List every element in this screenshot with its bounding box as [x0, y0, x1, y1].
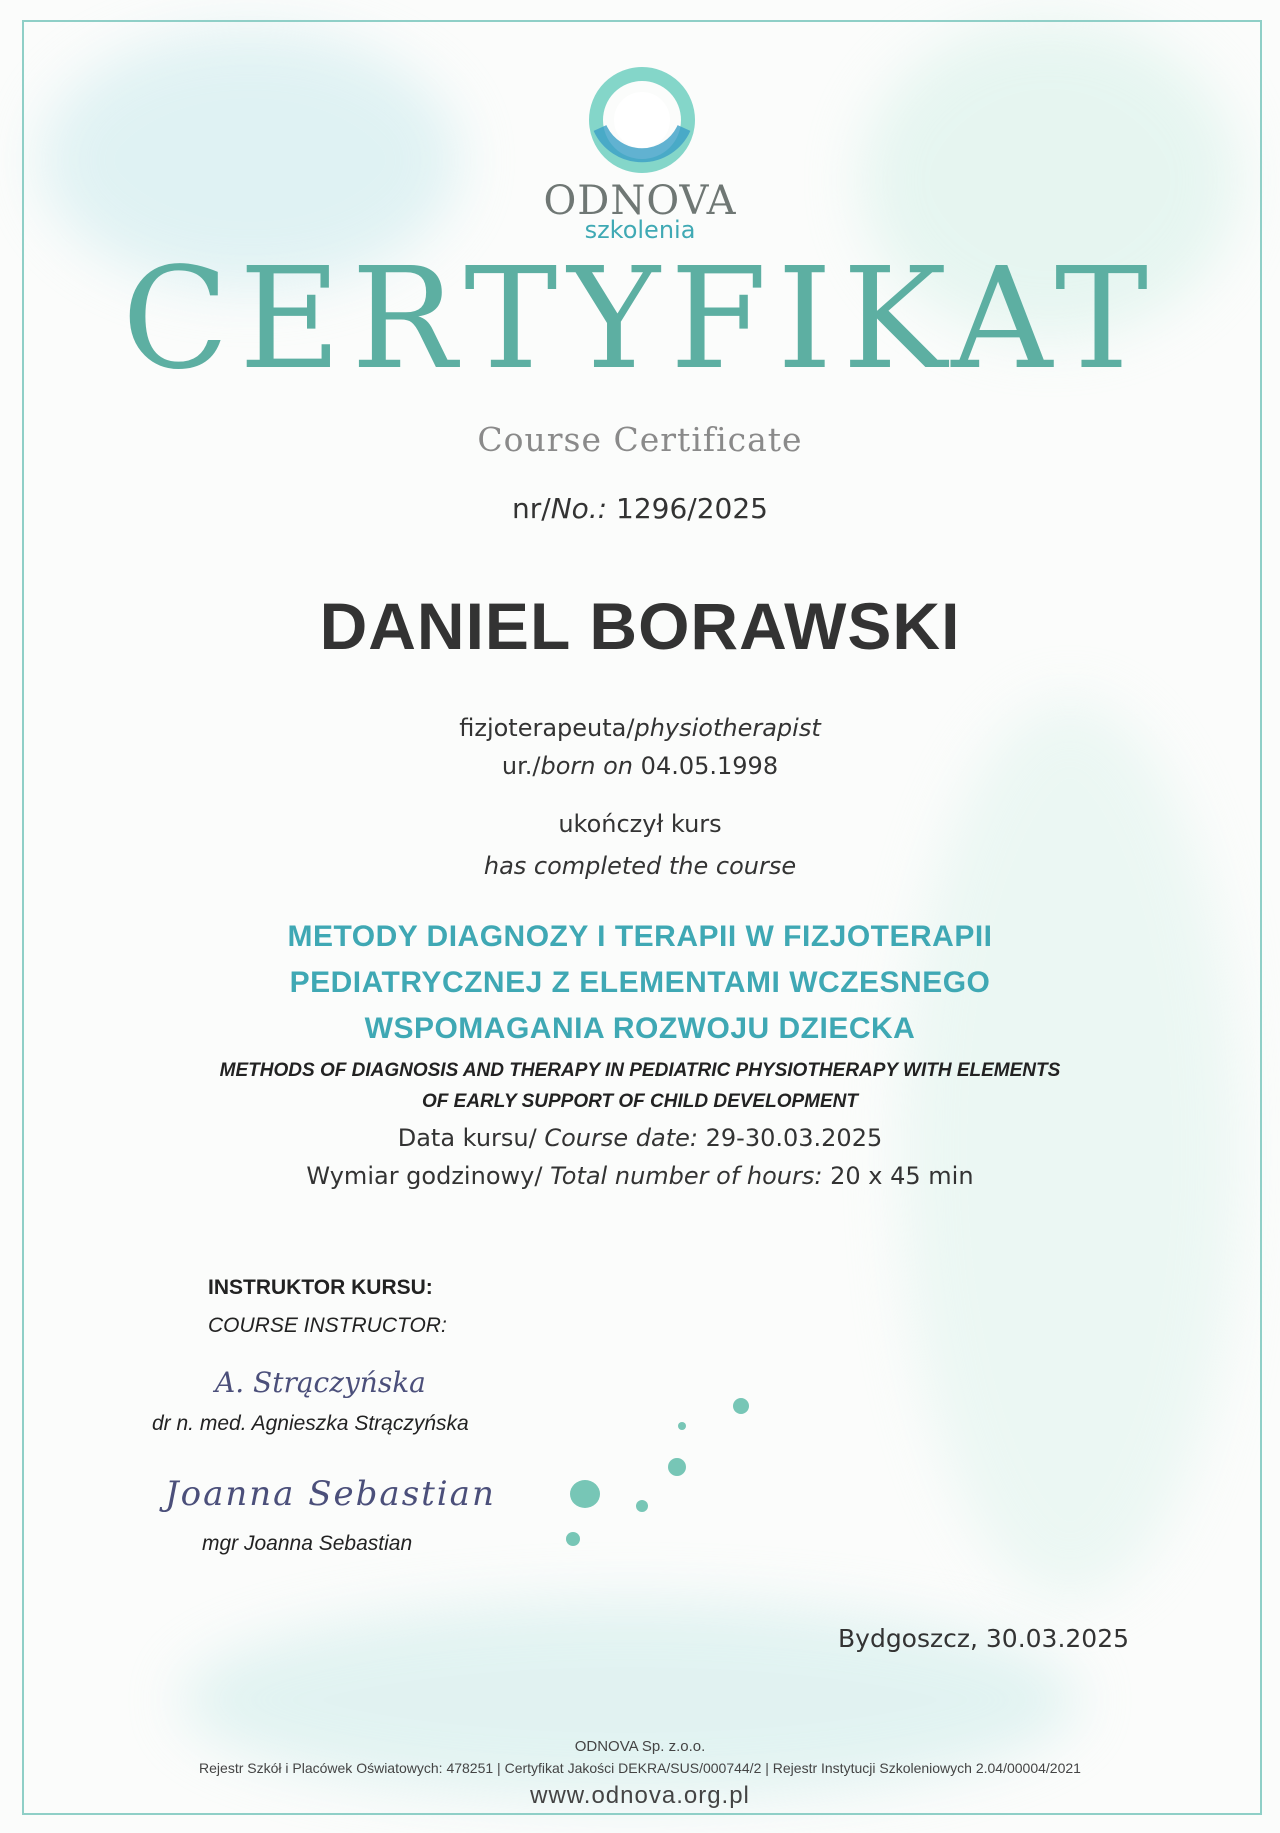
- decor-dot: [570, 1480, 600, 1508]
- decor-dot: [566, 1532, 580, 1546]
- recipient-name: DANIEL BORAWSKI: [319, 589, 961, 663]
- course-hours-label-en: Total number of hours:: [550, 1162, 823, 1190]
- instructor-label-en: COURSE INSTRUCTOR:: [208, 1314, 447, 1337]
- footer-registry: Rejestr Szkół i Placówek Oświatowych: 478251 | Certyfikat Jakości DEKRA/SUS/000744/2 | Rejestr Instytucji Szkoleniowych 2.04/00004/2021: [199, 1760, 1081, 1776]
- born-label-pl: ur./: [501, 752, 541, 780]
- number-value: 1296/2025: [616, 492, 768, 525]
- recipient-born: [0, 752, 1280, 780]
- decor-dot: [678, 1422, 686, 1430]
- course-hours-value: 20 x 45 min: [830, 1162, 974, 1190]
- course-title-pl-line-3: WSPOMAGANIA ROZWOJU DZIECKA: [364, 1012, 916, 1045]
- certificate-subtitle: Course Certificate: [477, 420, 803, 459]
- brand-name: ODNOVA: [543, 178, 737, 224]
- course-date: [0, 1124, 1280, 1152]
- recipient-profession: [0, 714, 1280, 742]
- brand-subtitle: szkolenia: [584, 216, 696, 244]
- signature-2: Joanna Sebastian: [165, 1474, 496, 1514]
- instructor-label-pl: INSTRUKTOR KURSU:: [208, 1276, 433, 1299]
- course-date-label-en: Course date:: [544, 1124, 698, 1152]
- number-label-en: No.:: [550, 492, 608, 525]
- course-title-pl-line-1: METODY DIAGNOZY I TERAPII W FIZJOTERAPII: [287, 920, 993, 953]
- profession-pl: fizjoterapeuta/: [459, 714, 635, 742]
- course-title-en-line-1: METHODS OF DIAGNOSIS AND THERAPY IN PEDIATRIC PHYSIOTHERAPY WITH ELEMENTS: [219, 1060, 1061, 1081]
- place-and-date: Bydgoszcz, 30.03.2025: [838, 1624, 1130, 1653]
- course-hours: [0, 1162, 1280, 1190]
- footer-company: ODNOVA Sp. z.o.o.: [574, 1738, 706, 1755]
- course-date-label-pl: Data kursu/: [397, 1124, 537, 1152]
- course-date-value: 29-30.03.2025: [705, 1124, 883, 1152]
- decor-dot: [668, 1458, 686, 1476]
- certificate-title: CERTYFIKAT: [121, 238, 1159, 401]
- course-title-en-line-2: OF EARLY SUPPORT OF CHILD DEVELOPMENT: [422, 1091, 858, 1112]
- course-hours-label-pl: Wymiar godzinowy/: [306, 1162, 543, 1190]
- decor-dot: [733, 1398, 749, 1414]
- instructor-2-name: mgr Joanna Sebastian: [202, 1532, 413, 1555]
- instructor-1-name: dr n. med. Agnieszka Strączyńska: [152, 1412, 469, 1435]
- profession-en: physiotherapist: [634, 714, 821, 742]
- born-label-en: born on: [540, 752, 634, 780]
- completed-en: has completed the course: [483, 852, 797, 880]
- signature-1: A. Strączyńska: [215, 1366, 426, 1399]
- odnova-logo-icon: [580, 58, 704, 182]
- completed-pl: ukończył kurs: [558, 810, 722, 838]
- course-title-pl-line-2: PEDIATRYCZNEJ Z ELEMENTAMI WCZESNEGO: [289, 966, 991, 999]
- certificate-number: [0, 492, 1280, 525]
- born-date: 04.05.1998: [640, 752, 779, 780]
- footer-website[interactable]: www.odnova.org.pl: [530, 1782, 750, 1809]
- number-label-pl: nr/: [512, 492, 551, 525]
- decor-dot: [636, 1500, 648, 1512]
